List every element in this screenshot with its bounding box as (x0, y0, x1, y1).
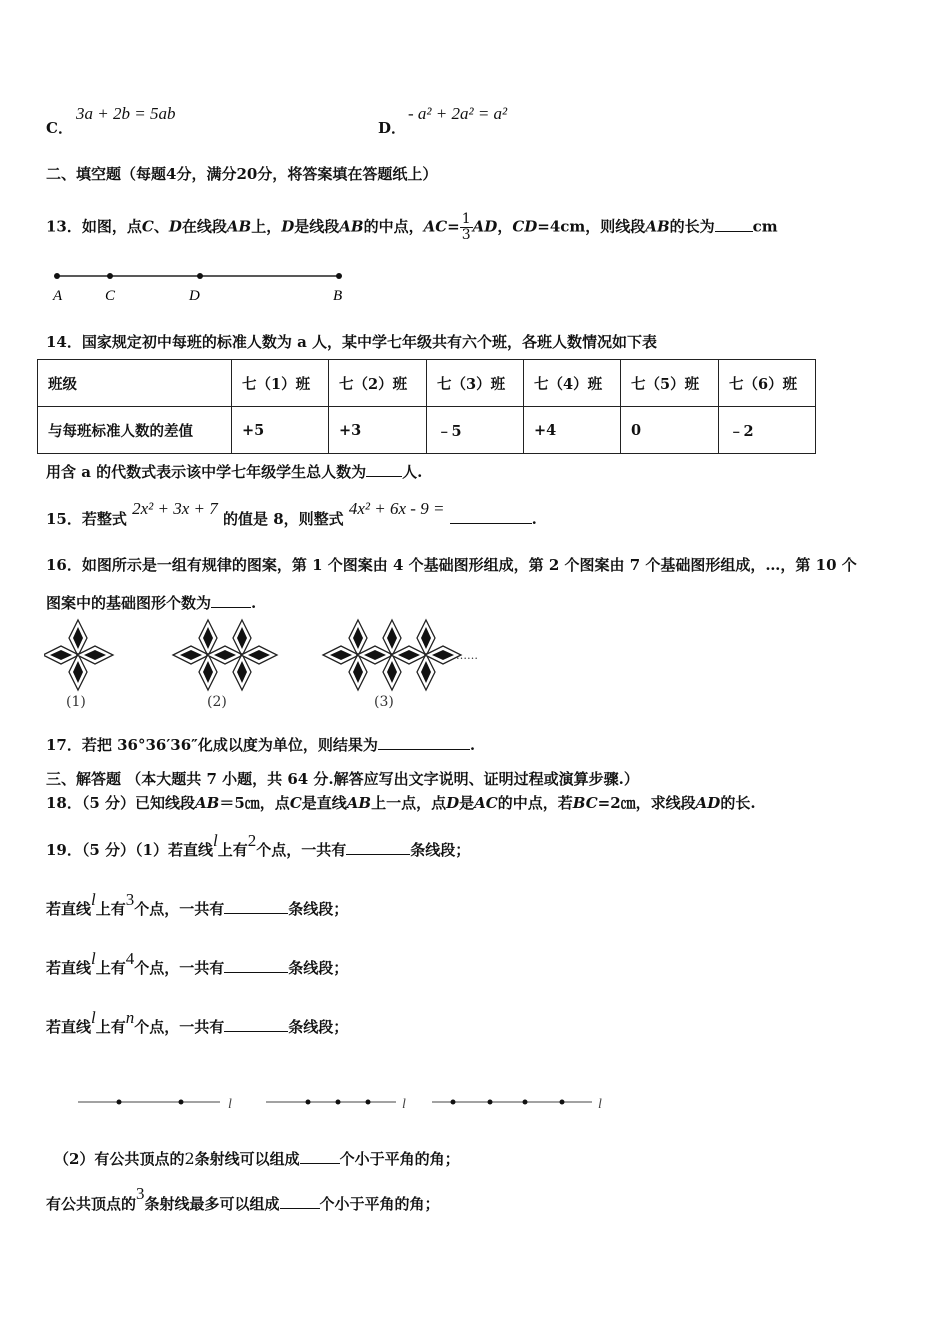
question-16-line2: 图案中的基础图形个数为 . (46, 594, 257, 612)
pattern-figure (44, 618, 494, 713)
option-c-expression: 3a + 2b = 5ab (76, 104, 176, 123)
table-header-cell: 班级 (38, 360, 232, 407)
table-cell: 0 (621, 407, 719, 454)
question-19-line1: 19．（5 分）（1）若直线l上有2个点，一共有 条线段； (46, 831, 471, 859)
answer-blank-19-5 (300, 1149, 340, 1164)
table-header-cell: 七（5）班 (621, 360, 719, 407)
point-a (54, 273, 60, 279)
line-with-4-points (432, 1097, 602, 1112)
question-19-line2: 若直线l上有3个点，一共有 条线段； (46, 890, 349, 918)
option-c-label: C． (46, 119, 73, 137)
table-header-cell: 七（4）班 (524, 360, 621, 407)
table-header-cell: 七（3）班 (427, 360, 524, 407)
point-d (197, 273, 203, 279)
answer-blank-15 (450, 509, 532, 524)
option-d-expression: - a² + 2a² = a² (408, 104, 508, 123)
pattern-label-3: (3) (374, 694, 394, 710)
expression-2: 4x² + 6x - 9 = (348, 499, 445, 518)
pattern-label-2: (2) (207, 694, 227, 710)
answer-blank-19-2 (224, 899, 288, 914)
label-b: B (333, 288, 343, 304)
answer-blank-19-6 (280, 1194, 320, 1209)
question-15-text: 15．若整式 2x² + 3x + 7 的值是 8，则整式 4x² + 6x - 9 = . (46, 499, 537, 528)
section-2-title: 二、填空题（每题4分，满分20分，将答案填在答题纸上） (46, 165, 438, 183)
question-14-text: 14．国家规定初中每班的标准人数为 a 人，某中学七年级共有六个班，各班人数情况如下表 (46, 333, 658, 351)
answer-blank-16 (211, 593, 251, 608)
answer-blank-14 (366, 462, 402, 477)
point-c (107, 273, 113, 279)
table-cell: +5 (232, 407, 329, 454)
pattern-label-1: (1) (66, 694, 86, 710)
table-cell: +4 (524, 407, 621, 454)
answer-blank-17 (378, 735, 470, 750)
question-14-prompt: 用含 a 的代数式表示该中学七年级学生总人数为 人. (46, 463, 423, 481)
line-with-2-points (78, 1097, 232, 1112)
question-19-part2-line2: 有公共顶点的3条射线最多可以组成 个小于平角的角； (46, 1184, 440, 1213)
table-row-label: 与每班标准人数的差值 (38, 407, 232, 454)
question-16-line1: 16．如图所示是一组有规律的图案，第 1 个图案由 4 个基础图形组成，第 2 个图案由 7 个基础图形组成，…，第 10 个 (46, 556, 857, 574)
table-header-cell: 七（6）班 (719, 360, 816, 407)
question-13-text: 13．如图，点C、D在线段AB上，D是线段AB的中点，AC= $\frac{1}{3}$ AD，CD=4cm，则线段AB的长为 cm (46, 211, 778, 243)
pattern-2 (173, 620, 277, 690)
answer-blank-19-1 (346, 840, 410, 855)
answer-blank-19-3 (224, 958, 288, 973)
question-19-line3: 若直线l上有4个点，一共有 条线段； (46, 949, 349, 977)
answer-blank-13 (715, 217, 753, 232)
table-cell: ﹣5 (427, 407, 524, 454)
pattern-3 (323, 620, 461, 690)
option-d-label: D． (378, 119, 407, 137)
question-17-text: 17．若把 36°36′36″化成以度为单位，则结果为 . (46, 736, 476, 754)
label-c: C (105, 288, 116, 304)
table-header-row (38, 360, 816, 407)
table-cell: +3 (329, 407, 427, 454)
continuation-dots: …… (456, 649, 478, 662)
expression-1: 2x² + 3x + 7 (132, 499, 218, 518)
table-header-cell: 七（2）班 (329, 360, 427, 407)
label-d: D (189, 288, 200, 304)
class-difference-table (37, 359, 816, 454)
pattern-1 (44, 620, 113, 690)
line-with-3-points (266, 1097, 406, 1112)
svg-text:l: l (598, 1097, 602, 1112)
table-cell: ﹣2 (719, 407, 816, 454)
label-a: A (53, 288, 63, 304)
section-3-title: 三、解答题 （本大题共 7 小题，共 64 分.解答应写出文字说明、证明过程或演算步骤.） (46, 770, 639, 788)
question-19-part2-line1: （2）有公共顶点的2条射线可以组成 个小于平角的角； (54, 1149, 460, 1168)
svg-text:l: l (402, 1097, 406, 1112)
segment-diagram (44, 265, 354, 305)
table-row (38, 407, 816, 454)
question-18-text: 18．（5 分）已知线段AB＝5㎝，点C是直线AB上一点，点D是AC的中点，若BC=2㎝，求线段AD的长. (46, 794, 756, 812)
question-19-line4: 若直线l上有n个点，一共有 条线段； (46, 1008, 349, 1036)
fraction-one-third: $\frac{1}{3}$ (461, 211, 471, 243)
point-b (336, 273, 342, 279)
svg-text:l: l (228, 1097, 232, 1112)
answer-blank-19-4 (224, 1017, 288, 1032)
table-header-cell: 七（1）班 (232, 360, 329, 407)
points-on-line-diagrams (70, 1088, 630, 1118)
